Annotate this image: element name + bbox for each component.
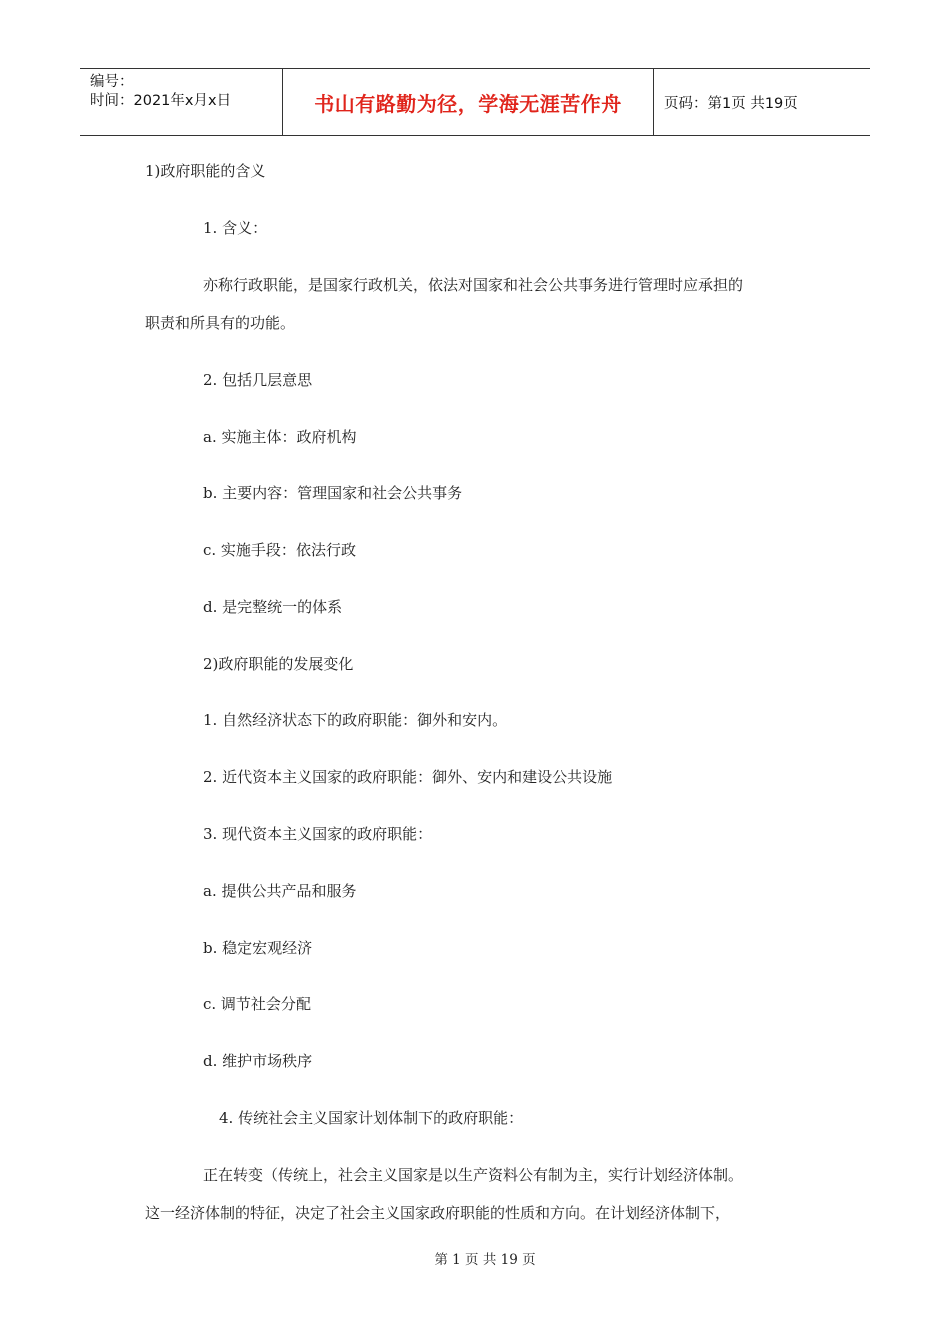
header-meta <box>80 69 282 135</box>
body-list-item: d. 维护市场秩序 <box>203 1052 313 1070</box>
body-list-item: b. 稳定宏观经济 <box>203 939 313 957</box>
page-footer: 第 1 页 共 19 页 <box>434 1252 536 1268</box>
body-list-item: 2. 近代资本主义国家的政府职能：御外、安内和建设公共设施 <box>203 768 613 786</box>
body-line: 1. 含义： <box>203 219 268 237</box>
body-paragraph-line: 正在转变（传统上，社会主义国家是以生产资料公有制为主，实行计划经济体制。 <box>203 1166 744 1184</box>
body-paragraph-line: 职责和所具有的功能。 <box>145 314 296 332</box>
body-list-item: b. 主要内容：管理国家和社会公共事务 <box>203 484 463 502</box>
document-header <box>80 68 870 136</box>
number-label: 编号： <box>90 74 134 90</box>
body-line: 2. 包括几层意思 <box>203 371 313 389</box>
body-list-item: 3. 现代资本主义国家的政府职能： <box>203 825 433 843</box>
section-heading: 1)政府职能的含义 <box>145 162 266 180</box>
body-paragraph-line: 这一经济体制的特征，决定了社会主义国家政府职能的性质和方向。在计划经济体制下， <box>145 1204 731 1222</box>
header-motto: 书山有路勤为径，学海无涯苦作舟 <box>282 69 654 135</box>
body-list-item: a. 提供公共产品和服务 <box>203 882 357 900</box>
body-list-item: a. 实施主体：政府机构 <box>203 428 357 446</box>
body-list-item: 1. 自然经济状态下的政府职能：御外和安内。 <box>203 711 508 729</box>
section-heading: 2)政府职能的发展变化 <box>203 655 354 673</box>
body-paragraph-line: 亦称行政职能，是国家行政机关，依法对国家和社会公共事务进行管理时应承担的 <box>203 276 744 294</box>
time-label: 时间：2021年x月x日 <box>90 93 232 109</box>
body-list-item: d. 是完整统一的体系 <box>203 598 343 616</box>
header-page-label: 页码：第1页 共19页 <box>664 95 798 112</box>
body-list-item: 4. 传统社会主义国家计划体制下的政府职能： <box>219 1109 524 1127</box>
body-list-item: c. 调节社会分配 <box>203 995 311 1013</box>
body-list-item: c. 实施手段：依法行政 <box>203 541 356 559</box>
